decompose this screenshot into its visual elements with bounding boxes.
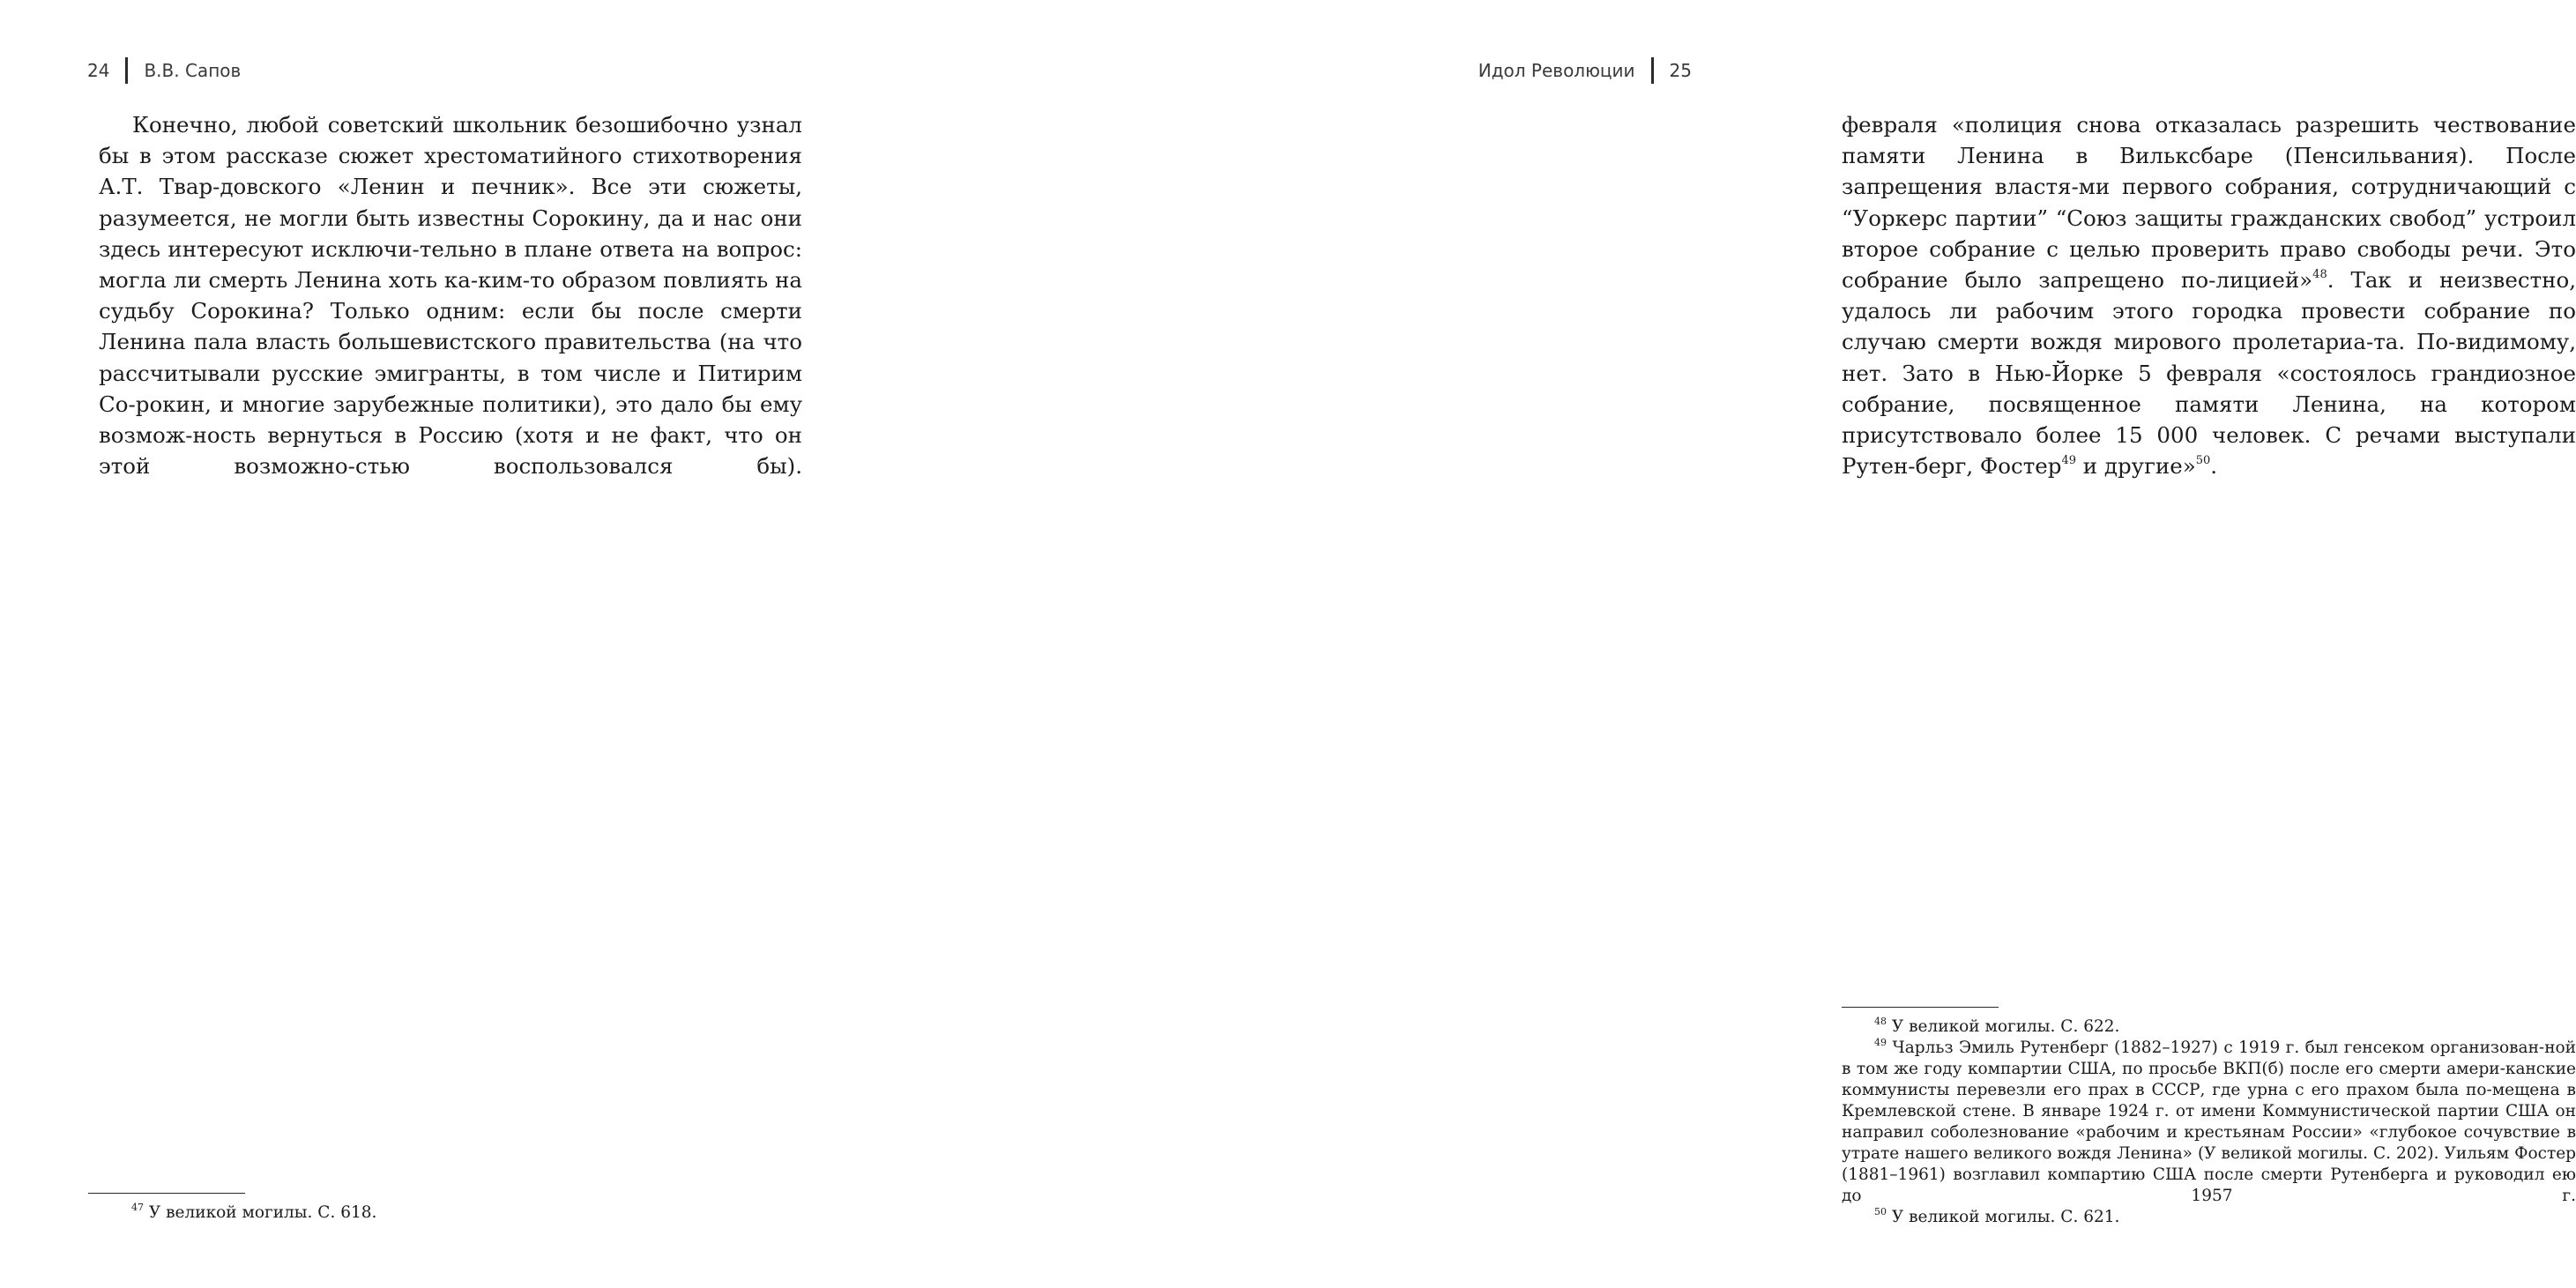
book-title: Идол Революции — [1478, 60, 1635, 81]
right-running-head — [1478, 55, 1692, 86]
left-body-text — [99, 109, 802, 481]
footnote-48: $^{48}$ У великой могилы. С. 622. — [1874, 1016, 2120, 1036]
paragraph: Конечно, любой советский школьник безошибочно узнал бы в этом рассказе сюжет хрестоматийного стихотворения А.Т. Твар-довского «Ленин и печник». Все эти сюжеты, разумеется, не могли быть известны Сорокину, да и нас они здесь интересуют исключи-тельно в плане ответа на вопрос: могла ли смерть Ленина хоть ка-ким-то образом повлиять на судьбу Сорокина? Только одним: если бы после смерти Ленина пала власть большевистского правительства (на что рассчитывали русские эмигранты, в том числе и Питирим Со-рокин, и многие зарубежные политики), это дало бы ему возмож-ность вернуться в Россию (хотя и не факт, что он этой возможно-стью воспользовался бы). — [99, 112, 803, 480]
footnote-ref-50: 50 — [2195, 454, 2211, 468]
footnote-rule — [1842, 1007, 1999, 1008]
footnote-ref-49: 49 — [2061, 454, 2076, 468]
header-separator — [125, 57, 128, 84]
left-running-head — [87, 55, 241, 86]
footnote-49: $^{49}$ Чарльз Эмиль Рутенберг (1882–1927) с 1919 г. был генсеком организован-ной в том же году компартии США, по просьбе ВКП(б) после его смерти амери-канские коммунисты перевезли его прах в СССР, где урна с его прахом была по-мещена в Кремлевской стене. В январе 1924 г. от имени Коммунистической партии США он направил соболезнование «рабочим и крестьянам России» «глубокое сочувствие в утрате нашего великого вождя Ленина» (У великой могилы. С. 202). Уильям Фостер (1881–1961) возглавил компартию США после смерти Рутенберга и руководил ею до 1957 г. — [1842, 1037, 2576, 1205]
left-page — [0, 0, 882, 1288]
right-footnotes — [1842, 1016, 2576, 1228]
paragraph: февраля «полиция снова отказалась разрешить чествование памяти Ленина в Вильксбаре (Пенсильвания). После запрещения властя-ми первого собрания, сотрудничающий с “Уоркерс партии” “Союз защиты гражданских свобод” устроил второе собрание с целью проверить право свободы речи. Это собрание было запрещено по-лицией»$^{48}$. Так и неизвестно, удалось ли рабочим этого городка провести собрание по случаю смерти вождя мирового пролетариа-та. По-видимому, нет. Зато в Нью-Йорке 5 февраля «состоялось грандиозное собрание, посвященное памяти Ленина, на котором присутствовало более 15 000 человек. С речами выступали Рутен-берг, Фостер$^{49}$ и другие»$^{50}$. — [1842, 112, 2576, 480]
footnote-47: $^{47}$ У великой могилы. С. 618. — [131, 1202, 377, 1222]
page-number: 25 — [1669, 60, 1692, 81]
right-body-text — [1842, 109, 2576, 481]
header-separator — [1651, 57, 1654, 84]
footnote-50: $^{50}$ У великой могилы. С. 621. — [1874, 1206, 2120, 1226]
footnote-rule — [88, 1193, 245, 1194]
author-name: В.В. Сапов — [144, 60, 242, 81]
footnote-ref-48: 48 — [2312, 268, 2327, 282]
page-number: 24 — [87, 60, 110, 81]
left-footnotes — [99, 1202, 802, 1224]
right-page — [882, 0, 2576, 1288]
